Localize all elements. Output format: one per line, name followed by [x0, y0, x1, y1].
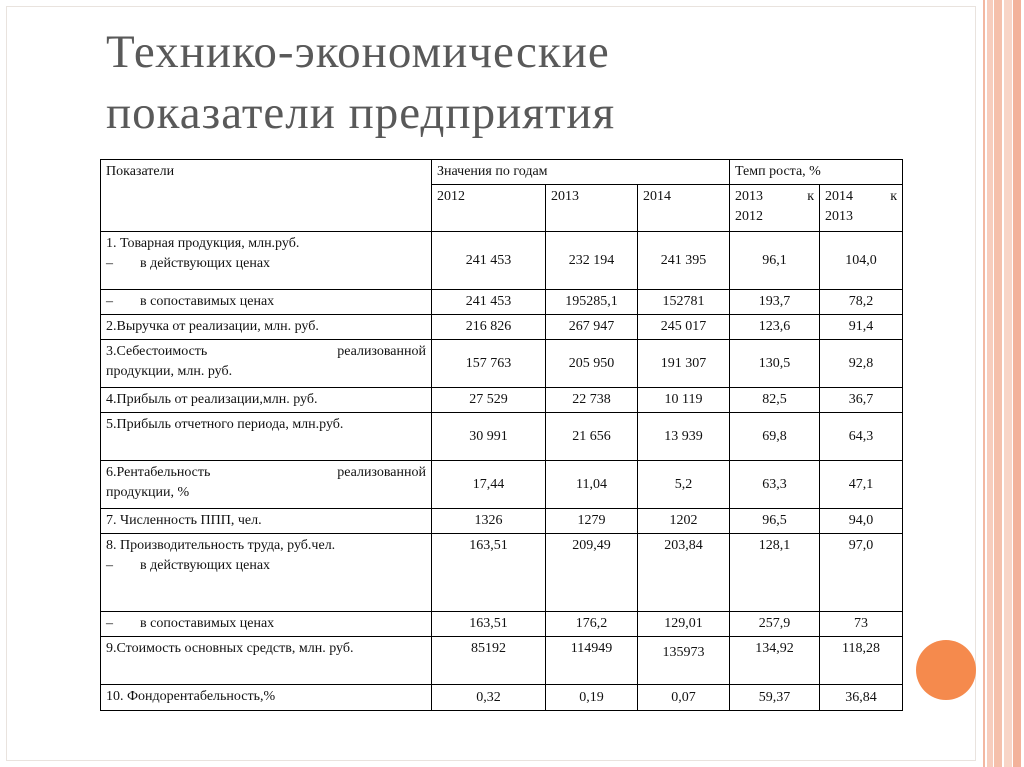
row-label: 4.Прибыль от реализации,млн. руб. — [101, 388, 432, 413]
cell-growth-2013: 257,9 — [730, 612, 820, 637]
table-row — [101, 340, 903, 388]
dash-mark: – — [106, 558, 113, 573]
header-year-2013: 2013 — [546, 185, 638, 232]
cell-2014: 135973 — [638, 637, 730, 685]
cell-growth-2014: 78,2 — [820, 290, 903, 315]
cell-2012: 85192 — [432, 637, 546, 685]
table-row — [101, 388, 903, 413]
cell-growth-2013: 123,6 — [730, 315, 820, 340]
cell-2013: 195285,1 — [546, 290, 638, 315]
row-label-part: продукции, млн. руб. — [106, 364, 233, 379]
header-values-by-year: Значения по годам — [432, 160, 730, 185]
table-row — [101, 461, 903, 509]
header-growth-year: 2013 — [735, 189, 764, 204]
header-growth-connector: к — [890, 189, 898, 204]
table-row — [101, 637, 903, 685]
row-label-line — [106, 342, 426, 362]
cell-2012: 1326 — [432, 509, 546, 534]
cell-2012: 216 826 — [432, 315, 546, 340]
cell-2013: 1279 — [546, 509, 638, 534]
row-label — [101, 534, 432, 612]
row-label-line — [106, 463, 426, 483]
cell-2014: 0,07 — [638, 685, 730, 711]
cell-growth-2013: 134,92 — [730, 637, 820, 685]
header-growth-base-year: 2013 — [825, 209, 854, 224]
cell-2014: 13 939 — [638, 413, 730, 461]
header-growth-base-year: 2012 — [735, 209, 764, 224]
row-label-part: 3.Себестоимость — [106, 344, 208, 359]
cell-growth-2014: 36,84 — [820, 685, 903, 711]
stripe — [1013, 0, 1021, 767]
cell-2014: 191 307 — [638, 340, 730, 388]
cell-2013: 267 947 — [546, 315, 638, 340]
cell-2012: 157 763 — [432, 340, 546, 388]
cell-2014: 129,01 — [638, 612, 730, 637]
row-label: 10. Фондорентабельность,% — [101, 685, 432, 711]
cell-2013: 0,19 — [546, 685, 638, 711]
indicators-table — [100, 159, 903, 711]
cell-growth-2014: 47,1 — [820, 461, 903, 509]
cell-growth-2013: 193,7 — [730, 290, 820, 315]
row-label-part: реализованной — [337, 465, 426, 480]
table-row — [101, 232, 903, 290]
stripe — [983, 0, 985, 767]
row-label-sub — [106, 292, 426, 312]
header-growth-line — [735, 187, 814, 207]
cell-2014: 10 119 — [638, 388, 730, 413]
table-row — [101, 509, 903, 534]
row-label-sub — [106, 614, 426, 634]
cell-2013: 11,04 — [546, 461, 638, 509]
cell-growth-2014: 92,8 — [820, 340, 903, 388]
cell-growth-2013: 59,37 — [730, 685, 820, 711]
table-row — [101, 315, 903, 340]
cell-2013: 176,2 — [546, 612, 638, 637]
header-indicators: Показатели — [101, 160, 432, 232]
table-row — [101, 685, 903, 711]
row-label — [101, 340, 432, 388]
cell-2012: 27 529 — [432, 388, 546, 413]
header-growth-connector: к — [807, 189, 815, 204]
cell-growth-2013: 128,1 — [730, 534, 820, 612]
cell-growth-2014: 97,0 — [820, 534, 903, 612]
table-header-row — [101, 160, 903, 185]
cell-2013: 114949 — [546, 637, 638, 685]
cell-2013: 232 194 — [546, 232, 638, 290]
row-label-sub-text: в сопоставимых ценах — [140, 616, 275, 631]
row-label-sub — [106, 254, 426, 274]
cell-growth-2013: 82,5 — [730, 388, 820, 413]
row-label — [101, 461, 432, 509]
cell-2014: 152781 — [638, 290, 730, 315]
row-label-sub — [106, 556, 426, 576]
decorative-stripes — [978, 0, 1024, 767]
cell-growth-2013: 69,8 — [730, 413, 820, 461]
cell-growth-2013: 96,5 — [730, 509, 820, 534]
cell-growth-2013: 130,5 — [730, 340, 820, 388]
cell-growth-2014: 118,28 — [820, 637, 903, 685]
row-label — [101, 612, 432, 637]
table-row — [101, 534, 903, 612]
cell-2014: 1202 — [638, 509, 730, 534]
cell-2013: 209,49 — [546, 534, 638, 612]
cell-growth-2014: 104,0 — [820, 232, 903, 290]
dash-mark: – — [106, 616, 113, 631]
stripe — [1004, 0, 1012, 767]
cell-2012: 0,32 — [432, 685, 546, 711]
dash-mark: – — [106, 256, 113, 271]
row-label-part: продукции, % — [106, 485, 190, 500]
cell-2014: 5,2 — [638, 461, 730, 509]
cell-growth-2014: 94,0 — [820, 509, 903, 534]
cell-growth-2013: 63,3 — [730, 461, 820, 509]
cell-growth-2014: 36,7 — [820, 388, 903, 413]
stripe — [994, 0, 1002, 767]
cell-growth-2014: 73 — [820, 612, 903, 637]
table-row — [101, 290, 903, 315]
header-growth-2014-to-2013 — [820, 185, 903, 232]
row-label-main: 8. Производительность труда, руб.чел. — [106, 538, 336, 553]
cell-growth-2013: 96,1 — [730, 232, 820, 290]
cell-2014: 241 395 — [638, 232, 730, 290]
header-growth-rate: Темп роста, % — [730, 160, 903, 185]
row-label-sub-text: в действующих ценах — [140, 256, 271, 271]
cell-2013: 22 738 — [546, 388, 638, 413]
slide-title-line-2: показатели предприятия — [106, 87, 616, 139]
slide-title — [106, 22, 906, 144]
dash-mark: – — [106, 294, 113, 309]
row-label — [101, 290, 432, 315]
row-label-sub-text: в сопоставимых ценах — [140, 294, 275, 309]
cell-2014: 203,84 — [638, 534, 730, 612]
cell-2012: 17,44 — [432, 461, 546, 509]
cell-growth-2014: 91,4 — [820, 315, 903, 340]
cell-2013: 205 950 — [546, 340, 638, 388]
row-label: 2.Выручка от реализации, млн. руб. — [101, 315, 432, 340]
cell-2012: 163,51 — [432, 612, 546, 637]
header-growth-2013-to-2012 — [730, 185, 820, 232]
cell-growth-2014: 64,3 — [820, 413, 903, 461]
cell-2013: 21 656 — [546, 413, 638, 461]
cell-2012: 163,51 — [432, 534, 546, 612]
table-row — [101, 413, 903, 461]
header-growth-line — [825, 187, 897, 207]
cell-2012: 30 991 — [432, 413, 546, 461]
stripe — [987, 0, 993, 767]
slide-title-line-1: Технико-экономические — [106, 26, 610, 78]
cell-2012: 241 453 — [432, 232, 546, 290]
header-year-2012: 2012 — [432, 185, 546, 232]
row-label-sub-text: в действующих ценах — [140, 558, 271, 573]
cell-2012: 241 453 — [432, 290, 546, 315]
row-label-part: 6.Рентабельность — [106, 465, 211, 480]
row-label: 5.Прибыль отчетного периода, млн.руб. — [101, 413, 432, 461]
row-label: 9.Стоимость основных средств, млн. руб. — [101, 637, 432, 685]
header-growth-year: 2014 — [825, 189, 854, 204]
row-label: 7. Численность ППП, чел. — [101, 509, 432, 534]
table-row — [101, 612, 903, 637]
row-label-part: реализованной — [337, 344, 426, 359]
cell-2014: 245 017 — [638, 315, 730, 340]
row-label-main: 1. Товарная продукция, млн.руб. — [106, 236, 300, 251]
header-year-2014: 2014 — [638, 185, 730, 232]
row-label — [101, 232, 432, 290]
decorative-circle — [916, 640, 976, 700]
